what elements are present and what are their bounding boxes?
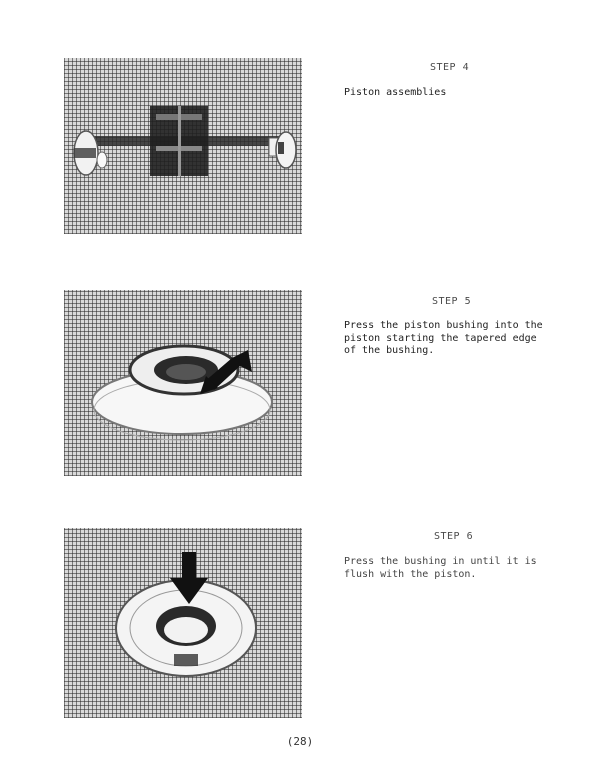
step-5-line: of the bushing.	[344, 345, 435, 356]
step-4-heading: STEP 4	[430, 62, 470, 73]
step-5-line: Press the piston bushing into the	[344, 320, 543, 331]
step-5-text	[344, 320, 543, 358]
step-6-heading: STEP 6	[434, 531, 474, 542]
photo-piston-assemblies	[64, 58, 302, 234]
bushing-press-illustration	[64, 290, 302, 476]
page-number: (28)	[286, 735, 314, 748]
photo-press-bushing	[64, 290, 302, 476]
step-5-line: piston starting the tapered edge	[344, 332, 537, 344]
bushing-flush-illustration	[64, 528, 302, 718]
photo-bushing-flush	[64, 528, 302, 718]
step-6-line: Press the bushing in until it is	[344, 556, 537, 567]
step-6-line: flush with the piston.	[344, 568, 477, 580]
piston-assembly-illustration	[64, 58, 302, 234]
step-6-text	[344, 556, 537, 581]
step-4-text	[344, 87, 446, 100]
step-5-heading: STEP 5	[432, 296, 472, 307]
step-4-line: Piston assemblies	[344, 87, 447, 98]
